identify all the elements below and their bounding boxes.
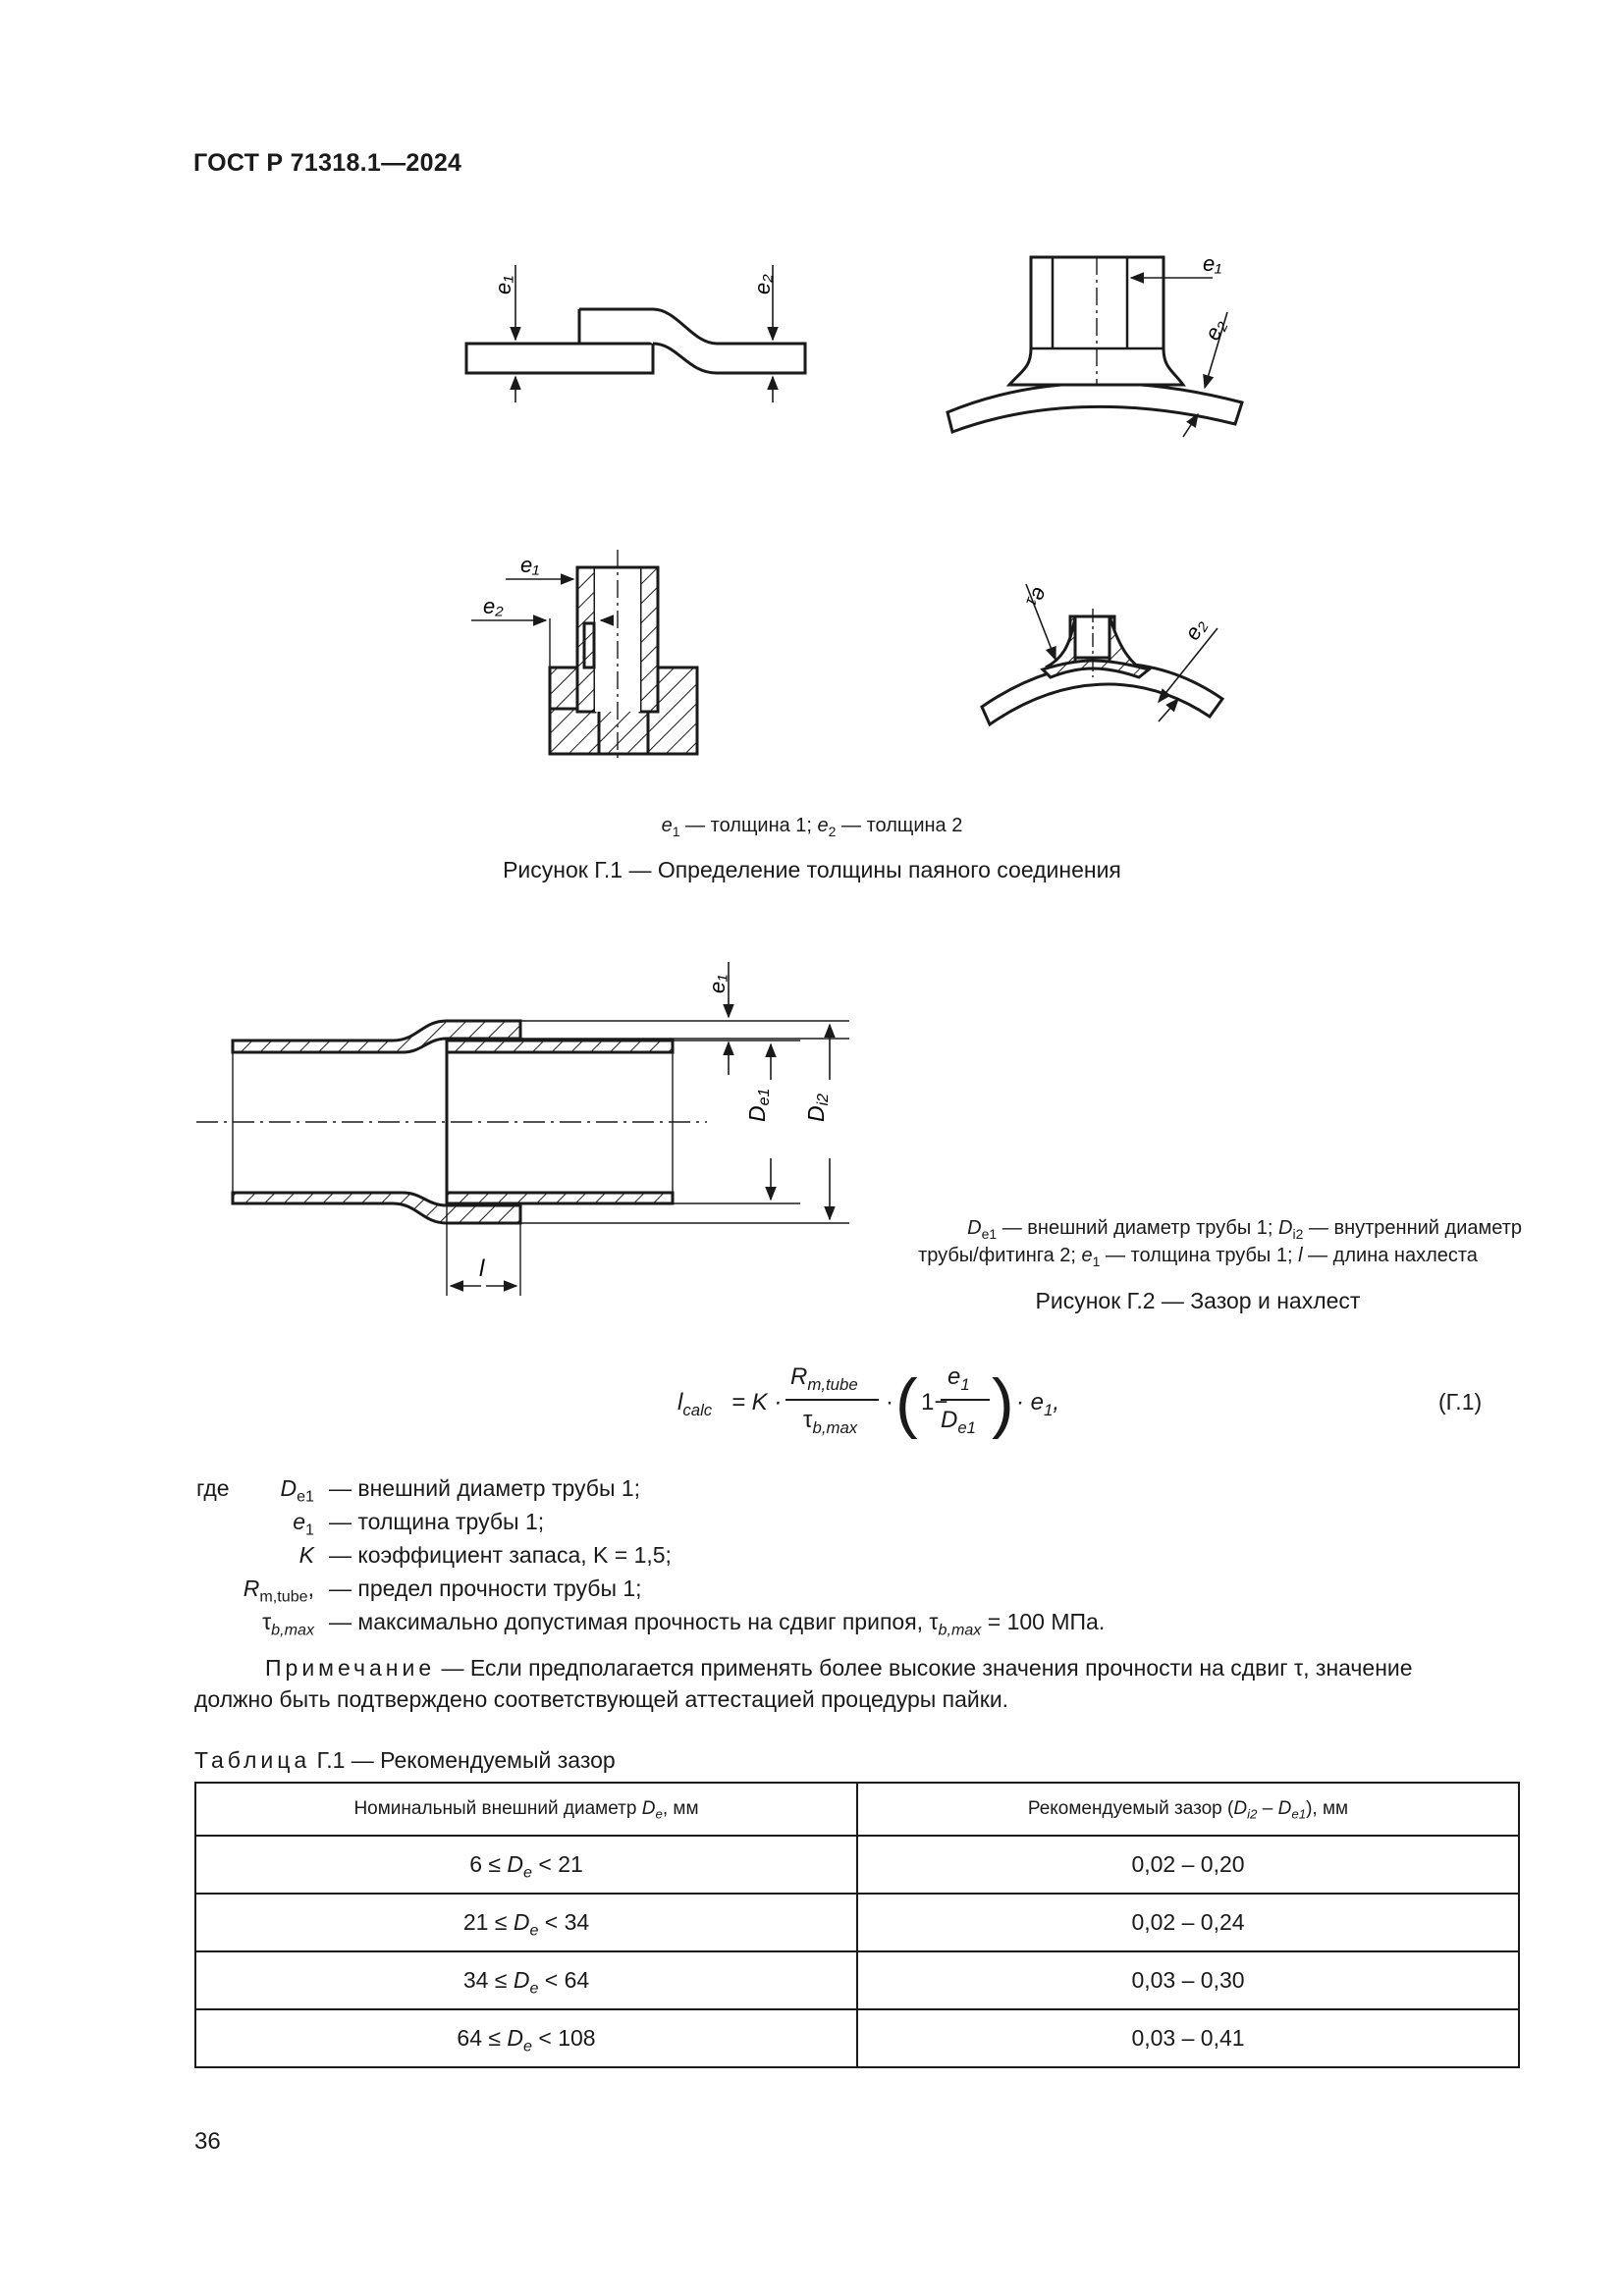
where-text-0: — внешний диаметр трубы 1; (329, 1475, 641, 1501)
table-header-col1: Номинальный внешний диаметр $D_e$, мм (195, 1783, 857, 1836)
note-line-1: Примечание — Если предполагается применять более высокие значения прочности на сдвиг τ, значение (265, 1655, 1413, 1681)
fig2-label-l: l (479, 1255, 485, 1282)
fig2-label-Di2: Di2 (803, 1093, 832, 1122)
where-text-4: — максимально допустимая прочность на сдвиг припоя, $\tau_{b,max} = 100$ МПа. (329, 1609, 1106, 1639)
table-title: Таблица Г.1 — Рекомендуемый зазор (194, 1747, 616, 1773)
formula-den: $\tau_{b,max}$ (803, 1407, 858, 1437)
formula-g1 (677, 1360, 1070, 1448)
figure-2-legend-line-1: $D_{e1}$ — внешний диаметр трубы 1; $D_{i2}$ — внутренний диаметр (967, 1217, 1522, 1242)
fig1-label-e1-d: e₁ (1023, 584, 1054, 612)
table-cell-range: $64 \le D_e < 108$ (195, 2009, 857, 2067)
fig1-label-e2-c: e₂ (483, 594, 504, 618)
fig2-label-De1: De1 (744, 1088, 773, 1122)
formula-num: $R_{m,tube}$ (790, 1363, 858, 1394)
where-prefix: где (196, 1475, 230, 1501)
fig1-label-e2-d: e₂ (1179, 614, 1212, 645)
formula-paren-close: ) (992, 1365, 1014, 1440)
table-cell-gap: 0,03 – 0,41 (857, 2009, 1519, 2067)
table-row (195, 2009, 1519, 2067)
where-sym-0: $D_{e1}$ (280, 1475, 314, 1506)
table-header-col2: Рекомендуемый зазор $(D_{i2} - D_{e1})$, мм (857, 1783, 1519, 1836)
formula-one-minus: 1− (921, 1389, 948, 1415)
where-sym-3: $R_{m,tube}$, (243, 1575, 314, 1606)
formula-fraction-bar (785, 1399, 879, 1401)
formula-inner-num: $e_1$ (947, 1363, 970, 1394)
formula-lhs: $l_{calc}$ (677, 1389, 713, 1419)
recommended-gap-table (194, 1782, 1520, 2068)
where-sym-2: K (298, 1542, 314, 1568)
figure-1-caption: Рисунок Г.1 — Определение толщины паяного соединения (503, 857, 1121, 882)
fig1-label-e1-c: e₁ (520, 553, 540, 577)
table-header-row (195, 1783, 1519, 1836)
figure-2-drawing (0, 942, 982, 1315)
figure-2-legend-line-2: трубы/фитинга 2; $e_1$ — толщина трубы 1; l — длина нахлеста (918, 1245, 1478, 1269)
table-row (195, 1951, 1519, 2009)
table-cell-range: $34 \le D_e < 64$ (195, 1951, 857, 2009)
figure-2-caption: Рисунок Г.2 — Зазор и нахлест (1035, 1288, 1361, 1313)
where-sym-4: $\tau_{b,max}$ (262, 1609, 314, 1639)
fig1-label-e2-b: e₂ (1199, 315, 1231, 345)
fig1-label-e2: e₂ (750, 274, 775, 294)
where-sym-1: $e_1$ (293, 1509, 314, 1539)
table-row (195, 1894, 1519, 1951)
table-cell-range: $21 \le D_e < 34$ (195, 1894, 857, 1951)
formula-tail: · $e_1$, (1016, 1389, 1060, 1419)
document-header: ГОСТ Р 71318.1—2024 (193, 149, 462, 177)
fig1-label-e1-b: e₁ (1203, 251, 1222, 276)
where-text-1: — толщина трубы 1; (329, 1509, 545, 1534)
page-number: 36 (194, 2128, 221, 2155)
formula-inner-den: $D_{e1}$ (941, 1407, 977, 1437)
formula-number: (Г.1) (1438, 1389, 1483, 1415)
figure-2-legend (874, 1214, 1522, 1269)
table-cell-gap: 0,02 – 0,24 (857, 1894, 1519, 1951)
formula-paren-open: ( (895, 1365, 918, 1440)
figure-1-legend: $e_1$ — толщина 1; $e_2$ — толщина 2 (661, 815, 963, 839)
formula-inner-bar (941, 1399, 990, 1401)
table-cell-range: $6 \le D_e < 21$ (195, 1836, 857, 1894)
where-text-2: — коэффициент запаса, K = 1,5; (329, 1542, 672, 1568)
note-line-2: должно быть подтверждено соответствующей аттестацией процедуры пайки. (194, 1686, 1009, 1712)
formula-dot: · (886, 1389, 893, 1415)
formula-eq: = K · (731, 1389, 783, 1415)
figure-1-drawing (0, 0, 1624, 883)
fig1-label-e1: e₁ (491, 275, 515, 294)
table-cell-gap: 0,03 – 0,30 (857, 1951, 1519, 2009)
table-cell-gap: 0,02 – 0,20 (857, 1836, 1519, 1894)
fig2-label-e1: e₁ (705, 974, 730, 993)
note (194, 1652, 1522, 1715)
table-row (195, 1836, 1519, 1894)
where-text-3: — предел прочности трубы 1; (329, 1575, 642, 1601)
